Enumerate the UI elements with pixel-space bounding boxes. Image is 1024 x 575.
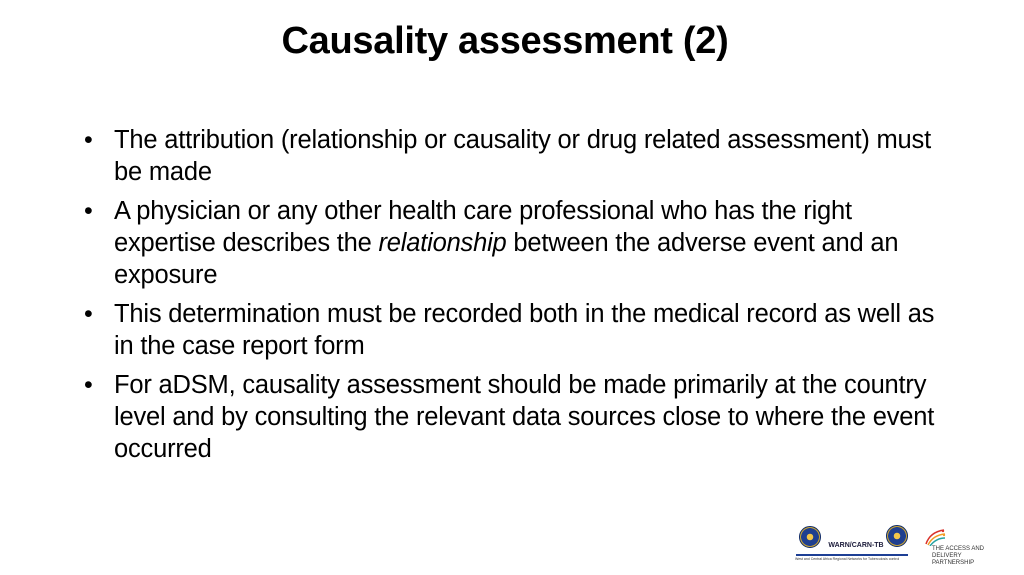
tadp-logo-icon xyxy=(924,528,946,546)
warn-logo-text: WARN/CARN-TB xyxy=(828,542,884,549)
bullet-text-before: A physician or any other health care professional who has the right expertise describes the xyxy=(114,197,852,257)
bullet-list xyxy=(84,124,954,472)
bullet-dot-icon: • xyxy=(84,300,93,328)
bullet-text-after: between the adverse event and an exposure xyxy=(114,229,899,289)
tadp-logo-text: THE ACCESS AND DELIVERY PARTNERSHIP xyxy=(932,546,985,566)
slide-title: Causality assessment (2) xyxy=(281,20,729,62)
bullet-dot-icon: • xyxy=(84,126,93,154)
bullet-text: This determination must be recorded both in the medical record as well as in the case report form xyxy=(114,300,935,360)
seal-icon xyxy=(886,525,908,547)
warn-logo-subtext: West and Central Africa Regional Networks for Tuberculosis control xyxy=(795,557,900,561)
bullet-text-emphasis: relationship xyxy=(378,229,507,257)
bullet-text: For aDSM, causality assessment should be made primarily at the country level and by consulting the relevant data sources close to where the event occurred xyxy=(114,371,935,463)
bullet-dot-icon: • xyxy=(84,371,93,399)
footer-logos xyxy=(794,522,994,568)
warn-logo-divider xyxy=(796,554,908,556)
bullet-item xyxy=(84,369,954,465)
bullet-text: The attribution (relationship or causality or drug related assessment) must be made xyxy=(114,126,931,186)
bullet-item xyxy=(84,195,954,291)
seal-icon xyxy=(799,526,821,548)
bullet-item xyxy=(84,298,954,362)
bullet-dot-icon: • xyxy=(84,197,93,225)
bullet-item xyxy=(84,124,954,188)
